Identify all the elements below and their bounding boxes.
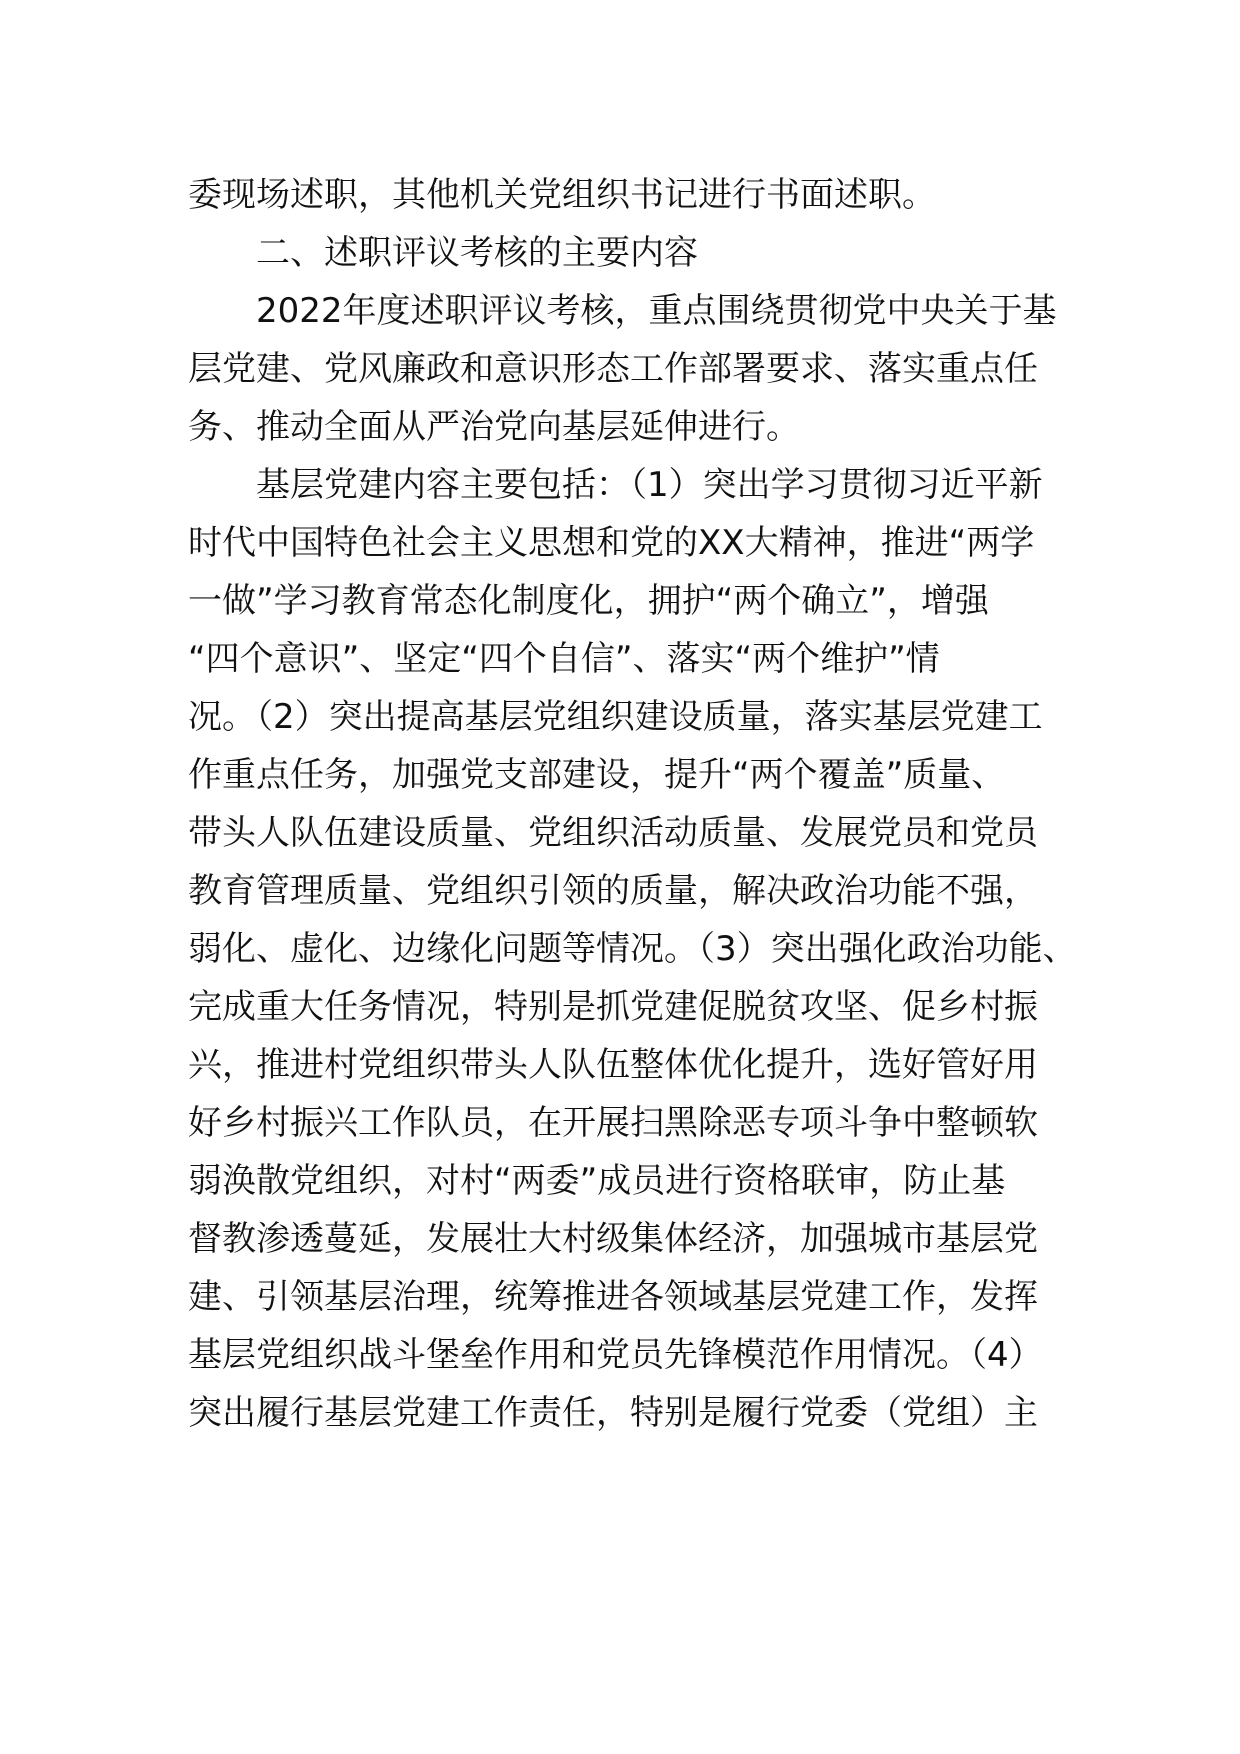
text-line-14: 弱化、虚化、边缘化问题等情况。（3）突出强化政治功能、 — [188, 929, 1077, 969]
text-line-17: 好乡村振兴工作队员，在开展扫黑除恶专项斗争中整顿软 — [188, 1103, 1038, 1143]
text-line-15: 完成重大任务情况，特别是抓党建促脱贫攻坚、促乡村振 — [188, 987, 1038, 1027]
text-line-19: 督教渗透蔓延，发展壮大村级集体经济，加强城市基层党 — [188, 1219, 1038, 1259]
text-line-6: 基层党建内容主要包括：（1）突出学习贯彻习近平新 — [256, 465, 1043, 505]
text-line-20: 建、引领基层治理，统筹推进各领域基层党建工作，发挥 — [188, 1277, 1038, 1317]
text-line-21: 基层党组织战斗堡垒作用和党员先锋模范作用情况。（4） — [188, 1335, 1043, 1375]
text-line-18: 弱涣散党组织，对村“两委”成员进行资格联审，防止基 — [188, 1161, 1006, 1201]
text-line-16: 兴，推进村党组织带头人队伍整体优化提升，选好管好用 — [188, 1045, 1038, 1085]
text-line-8: 一做”学习教育常态化制度化，拥护“两个确立”，增强 — [188, 581, 989, 621]
text-line-13: 教育管理质量、党组织引领的质量，解决政治功能不强， — [188, 871, 1038, 911]
text-line-7: 时代中国特色社会主义思想和党的XX大精神，推进“两学 — [188, 523, 1035, 563]
section-heading: 二、述职评议考核的主要内容 — [256, 233, 698, 273]
text-line-11: 作重点任务，加强党支部建设，提升“两个覆盖”质量、 — [188, 755, 1006, 795]
text-line-10: 况。（2）突出提高基层党组织建设质量，落实基层党建工 — [188, 697, 1043, 737]
text-line-5: 务、推动全面从严治党向基层延伸进行。 — [188, 407, 800, 447]
text-line-4: 层党建、党风廉政和意识形态工作部署要求、落实重点任 — [188, 349, 1038, 389]
text-line-9: “四个意识”、坚定“四个自信”、落实“两个维护”情 — [188, 639, 940, 679]
text-line-1: 委现场述职，其他机关党组织书记进行书面述职。 — [188, 175, 936, 215]
text-line-3: 2022年度述职评议考核，重点围绕贯彻党中央关于基 — [256, 291, 1057, 331]
text-line-12: 带头人队伍建设质量、党组织活动质量、发展党员和党员 — [188, 813, 1038, 853]
text-line-22: 突出履行基层党建工作责任，特别是履行党委（党组）主 — [188, 1393, 1038, 1433]
